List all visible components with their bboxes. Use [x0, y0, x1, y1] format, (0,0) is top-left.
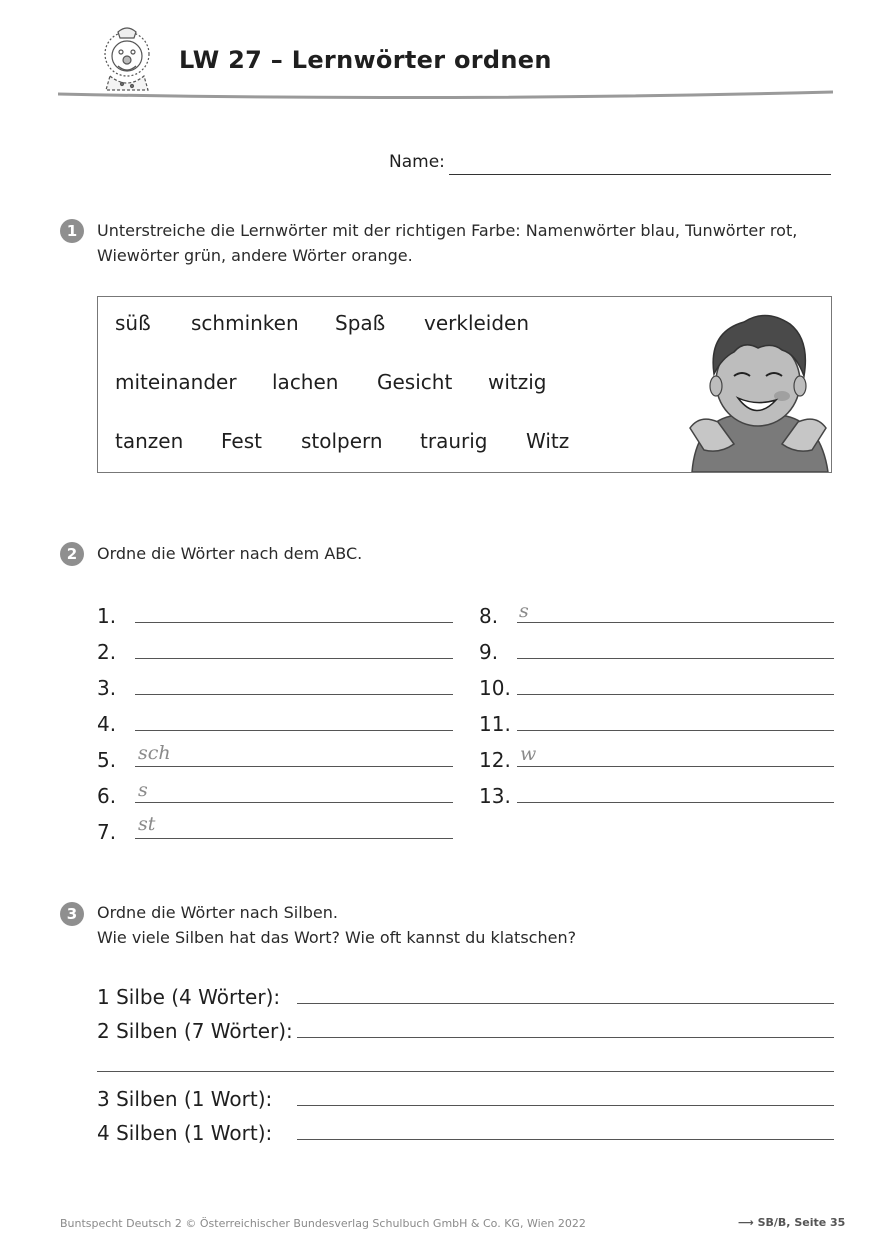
abc-answer-line[interactable]: [135, 802, 453, 803]
abc-number: 1.: [97, 604, 117, 628]
word-item[interactable]: schminken: [191, 311, 299, 335]
word-item[interactable]: Fest: [221, 429, 262, 453]
name-input-line[interactable]: [449, 174, 831, 175]
task3-instruction-line2: Wie viele Silben hat das Wort? Wie oft kannst du klatschen?: [97, 928, 577, 947]
syllable-label: 4 Silben (1 Wort):: [97, 1121, 273, 1145]
word-box: [97, 296, 832, 473]
word-item[interactable]: Witz: [526, 429, 570, 453]
word-item[interactable]: verkleiden: [424, 311, 530, 335]
task-number-badge: 2: [60, 542, 84, 566]
abc-number: 11.: [479, 712, 511, 736]
abc-number: 4.: [97, 712, 117, 736]
task-number-badge: 1: [60, 219, 84, 243]
word-item[interactable]: miteinander: [115, 370, 237, 394]
abc-answer-line[interactable]: [135, 730, 453, 731]
abc-answer-line[interactable]: [135, 694, 453, 695]
task1-instruction: [97, 218, 797, 268]
abc-number: 12.: [479, 748, 511, 772]
task1-instruction-line2: Wiewörter grün, andere Wörter orange.: [97, 246, 413, 265]
abc-answer-line[interactable]: [517, 730, 834, 731]
abc-hint: w: [520, 743, 537, 765]
task1-instruction-line1: Unterstreiche die Lernwörter mit der richtigen Farbe: Namenwörter blau, Tunwörter rot,: [97, 221, 798, 240]
abc-number: 10.: [479, 676, 511, 700]
word-item[interactable]: stolpern: [301, 429, 383, 453]
word-item[interactable]: tanzen: [115, 429, 184, 453]
syllable-answer-line[interactable]: [297, 1105, 834, 1106]
abc-number: 3.: [97, 676, 117, 700]
page-title: LW 27 – Lernwörter ordnen: [179, 46, 552, 74]
syllable-label: 2 Silben (7 Wörter):: [97, 1019, 293, 1043]
syllable-answer-line[interactable]: [297, 1003, 834, 1004]
task3-instruction: [97, 900, 576, 950]
abc-answer-line[interactable]: [517, 802, 834, 803]
word-item[interactable]: lachen: [272, 370, 339, 394]
word-item[interactable]: Spaß: [335, 311, 386, 335]
footer-copyright: Buntspecht Deutsch 2 © Österreichischer Bundesverlag Schulbuch GmbH & Co. KG, Wien 2022: [60, 1217, 586, 1230]
clown-illustration: [96, 24, 158, 96]
abc-answer-line[interactable]: [517, 622, 834, 623]
abc-number: 7.: [97, 820, 117, 844]
syllable-answer-line[interactable]: [97, 1071, 834, 1072]
syllable-label: 3 Silben (1 Wort):: [97, 1087, 273, 1111]
abc-number: 5.: [97, 748, 117, 772]
word-item[interactable]: witzig: [488, 370, 547, 394]
header-rule: [58, 88, 833, 102]
abc-answer-line[interactable]: [135, 622, 453, 623]
footer-page-reference: ⟶ SB/B, Seite 35: [738, 1216, 846, 1229]
abc-number: 13.: [479, 784, 511, 808]
abc-answer-line[interactable]: [135, 766, 453, 767]
syllable-label: 1 Silbe (4 Wörter):: [97, 985, 281, 1009]
abc-hint: s: [519, 600, 529, 622]
abc-answer-line[interactable]: [517, 766, 834, 767]
task2-instruction: Ordne die Wörter nach dem ABC.: [97, 544, 363, 563]
word-item[interactable]: traurig: [420, 429, 488, 453]
abc-answer-line[interactable]: [517, 694, 834, 695]
word-item[interactable]: Gesicht: [377, 370, 453, 394]
syllable-answer-line[interactable]: [297, 1139, 834, 1140]
abc-number: 8.: [479, 604, 499, 628]
word-item[interactable]: süß: [115, 311, 151, 335]
abc-hint: s: [138, 779, 148, 801]
abc-number: 2.: [97, 640, 117, 664]
name-label: Name:: [389, 152, 445, 172]
laughing-boy-illustration: [686, 304, 831, 472]
abc-answer-line[interactable]: [135, 658, 453, 659]
syllable-answer-line[interactable]: [297, 1037, 834, 1038]
task-number-badge: 3: [60, 902, 84, 926]
task3-instruction-line1: Ordne die Wörter nach Silben.: [97, 903, 338, 922]
abc-number: 6.: [97, 784, 117, 808]
abc-answer-line[interactable]: [517, 658, 834, 659]
abc-answer-line[interactable]: [135, 838, 453, 839]
abc-hint: sch: [138, 742, 171, 764]
abc-hint: st: [138, 813, 156, 835]
abc-number: 9.: [479, 640, 499, 664]
